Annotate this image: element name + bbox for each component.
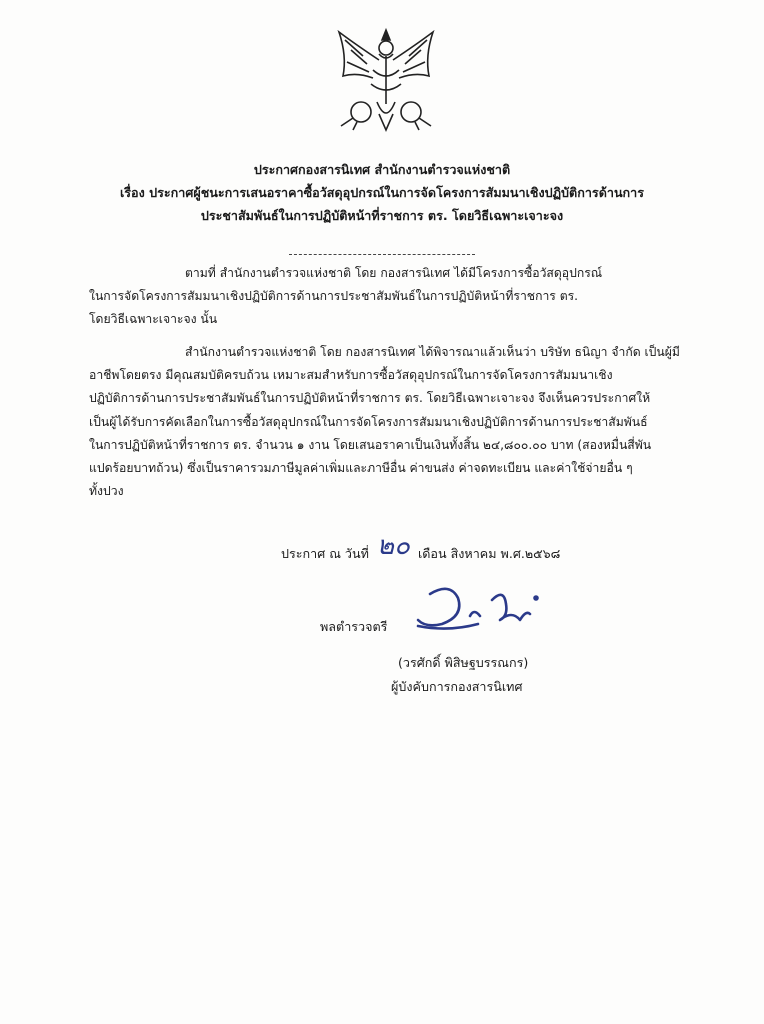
date-month-year: เดือน สิงหาคม พ.ศ.๒๕๖๘ bbox=[417, 546, 561, 561]
paragraph-line: เป็นผู้ได้รับการคัดเลือกในการซื้อวัสดุอุปกรณ์ในการจัดโครงการสัมมนาเชิงปฏิบัติการด้านการประชาสัมพันธ์ bbox=[89, 414, 648, 429]
paragraph-line: ในการปฏิบัติหน้าที่ราชการ ตร. จำนวน ๑ งาน โดยเสนอราคาเป็นเงินทั้งสิ้น ๒๔,๘๐๐.๐๐ บาท (สองหมื่นสี่พัน bbox=[89, 437, 652, 452]
paragraph-line: แปดร้อยบาทถ้วน) ซึ่งเป็นราคารวมภาษีมูลค่าเพิ่มและภาษีอื่น ค่าขนส่ง ค่าจดทะเบียน และค่าใช้จ่ายอื่น ๆ bbox=[89, 461, 633, 476]
date-prefix: ประกาศ ณ วันที่ bbox=[281, 546, 369, 561]
paragraph-line: ทั้งปวง bbox=[89, 484, 124, 499]
signatory-rank: พลตำรวจตรี bbox=[320, 619, 388, 634]
paragraph-2 bbox=[89, 341, 707, 503]
paragraph-line: สำนักงานตำรวจแห่งชาติ โดย กองสารนิเทศ ได้พิจารณาแล้วเห็นว่า บริษัท ธนิญา จำกัด เป็นผู้มี bbox=[185, 345, 680, 359]
header-subject-cont: ประชาสัมพันธ์ในการปฏิบัติหน้าที่ราชการ ตร. โดยวิธีเฉพาะเจาะจง bbox=[200, 208, 564, 223]
signatory-name: (วรศักดิ์ พิสิษฐบรรณกร) bbox=[398, 655, 529, 670]
paragraph-line: ตามที่ สำนักงานตำรวจแห่งชาติ โดย กองสารนิเทศ ได้มีโครงการซื้อวัสดุอุปกรณ์ bbox=[185, 266, 603, 280]
date-day: ๒๐ bbox=[376, 531, 410, 561]
header-issuer: ประกาศกองสารนิเทศ สำนักงานตำรวจแห่งชาติ bbox=[253, 162, 511, 177]
handwritten-signature bbox=[408, 580, 548, 646]
paragraph-line: ในการจัดโครงการสัมมนาเชิงปฏิบัติการด้านการประชาสัมพันธ์ในการปฏิบัติหน้าที่ราชการ ตร. bbox=[89, 289, 579, 304]
announcement-date bbox=[281, 529, 560, 570]
header-subject: เรื่อง ประกาศผู้ชนะการเสนอราคาซื้อวัสดุอุปกรณ์ในการจัดโครงการสัมมนาเชิงปฏิบัติการด้านการ bbox=[119, 185, 645, 200]
paragraph-1 bbox=[89, 262, 707, 332]
signatory-position: ผู้บังคับการกองสารนิเทศ bbox=[391, 679, 523, 694]
paragraph-line: ปฏิบัติการด้านการประชาสัมพันธ์ในการปฏิบัติหน้าที่ราชการ ตร. โดยวิธีเฉพาะเจาะจง จึงเห็นควรประกาศให้ bbox=[89, 391, 651, 406]
header-divider bbox=[289, 254, 475, 255]
paragraph-line: อาชีพโดยตรง มีคุณสมบัติครบถ้วน เหมาะสมสำหรับการซื้อวัสดุอุปกรณ์ในการจัดโครงการสัมมนาเชิง bbox=[89, 368, 613, 383]
paragraph-line: โดยวิธีเฉพาะเจาะจง นั้น bbox=[89, 312, 218, 327]
announcement-header bbox=[60, 158, 704, 227]
garuda-emblem-icon bbox=[333, 26, 439, 134]
